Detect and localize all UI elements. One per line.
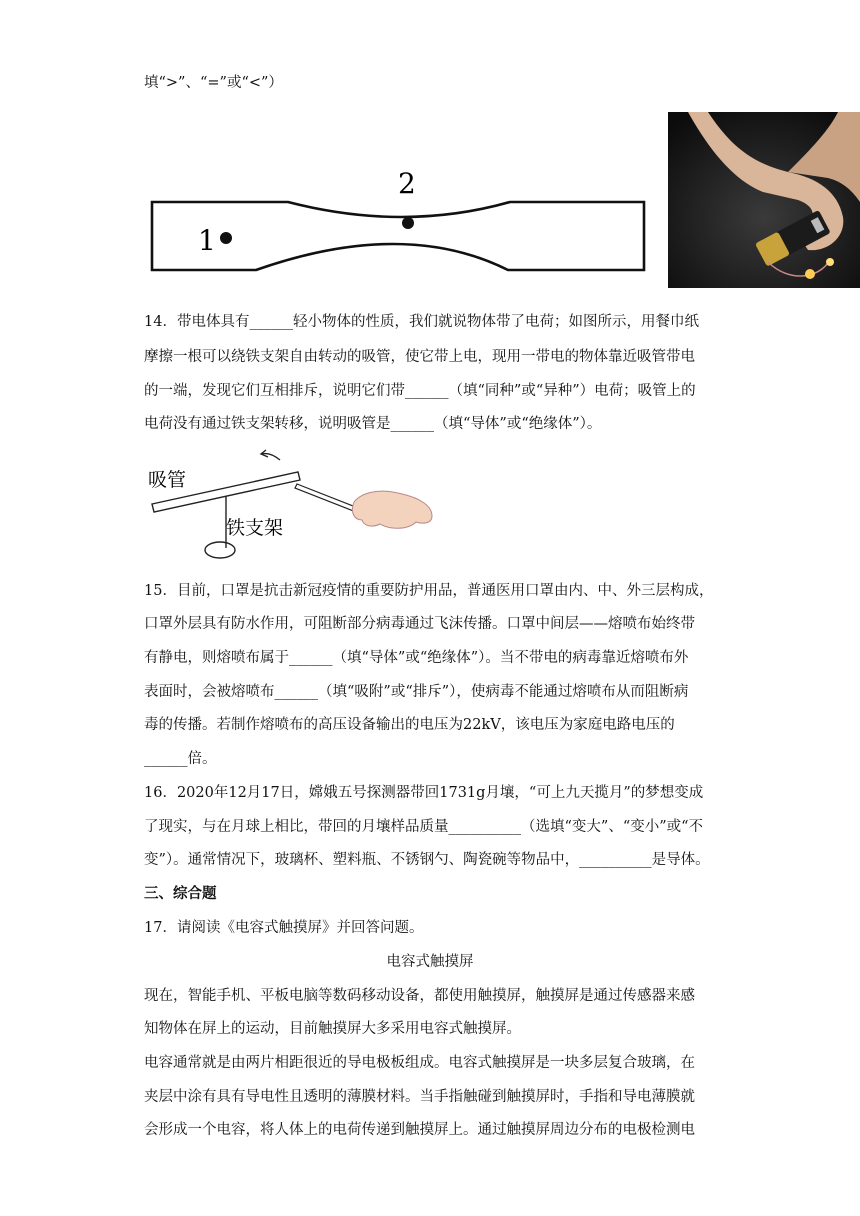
q15-line-1: 15．目前，口罩是抗击新冠疫情的重要防护用品，普通医用口罩由内、中、外三层构成， [144, 583, 714, 599]
q16-line-3: 变”）。通常情况下，玻璃杯、塑料瓶、不锈钢勺、陶瓷碗等物品中，__________是导体。 [144, 852, 710, 868]
q14-line-2: 摩擦一根可以绕铁支架自由转动的吸管，使它带上电，现用一带电的物体靠近吸管带电 [144, 349, 695, 365]
q17-intro: 17．请阅读《电容式触摸屏》并回答问题。 [144, 920, 424, 936]
q15-line-6: ______倍。 [144, 751, 217, 767]
rotation-arrow [262, 454, 280, 460]
point-2-label: 2 [398, 168, 416, 200]
battery-photo [668, 112, 860, 288]
q17-line-3: 电容通常就是由两片相距很近的导电极板组成。电容式触摸屏是一块多层复合玻璃，在 [144, 1055, 695, 1071]
iron-stand-label: 铁支架 [226, 517, 284, 539]
top-instruction-line: 填“>”、“=”或“<”） [144, 75, 283, 91]
iron-stand-base [205, 542, 235, 558]
q17-line-2: 知物体在屏上的运动，目前触摸屏大多采用电容式触摸屏。 [144, 1021, 521, 1037]
q15-line-3: 有静电，则熔喷布属于______（填“导体”或“绝缘体”）。当不带电的病毒靠近熔喷布外 [144, 650, 689, 666]
straw-label: 吸管 [148, 469, 187, 491]
q14-line-3: 的一端，发现它们互相排斥，说明它们带______（填“同种”或“异种”）电荷；吸管上的 [144, 383, 696, 399]
q14-line-1: 14．带电体具有______轻小物体的性质，我们就说物体带了电荷；如图所示，用餐巾纸 [144, 314, 699, 330]
q14-line-4: 电荷没有通过铁支架转移，说明吸管是______（填“导体”或“绝缘体”）。 [144, 416, 602, 432]
q17-line-4: 夹层中涂有具有导电性且透明的薄膜材料。当手指触碰到触摸屏时，手指和导电薄膜就 [144, 1089, 695, 1105]
q17-line-5: 会形成一个电容，将人体上的电荷传递到触摸屏上。通过触摸屏周边分布的电极检测电 [144, 1122, 695, 1138]
q17-line-1: 现在，智能手机、平板电脑等数码移动设备，都使用触摸屏，触摸屏是通过传感器来感 [144, 988, 695, 1004]
q16-line-2: 了现实，与在月球上相比，带回的月壤样品质量__________（选填“变大”、“变小”或“不 [144, 819, 704, 835]
point-1-label: 1 [198, 224, 216, 257]
hand [352, 491, 432, 528]
charged-rod [295, 484, 358, 512]
q16-line-1: 16．2020年12月17日，嫦娥五号探测器带回1731g月壤，“可上九天揽月”的梦想变成 [144, 785, 704, 801]
q15-line-2: 口罩外层具有防水作用，可阻断部分病毒通过飞沫传播。口罩中间层——熔喷布始终带 [144, 616, 695, 632]
point-1-dot [220, 232, 232, 244]
straw-figure [140, 440, 440, 570]
conductor-figure [148, 168, 668, 280]
section-heading: 三、综合题 [144, 885, 217, 902]
article-title: 电容式触摸屏 [386, 954, 474, 970]
q15-line-4: 表面时，会被熔喷布______（填“吸附”或“排斥”），使病毒不能通过熔喷布从而阻断病 [144, 684, 689, 700]
point-2-dot [402, 217, 414, 229]
q15-line-5: 毒的传播。若制作熔喷布的高压设备输出的电压为22kV，该电压为家庭电路电压的 [144, 717, 675, 733]
